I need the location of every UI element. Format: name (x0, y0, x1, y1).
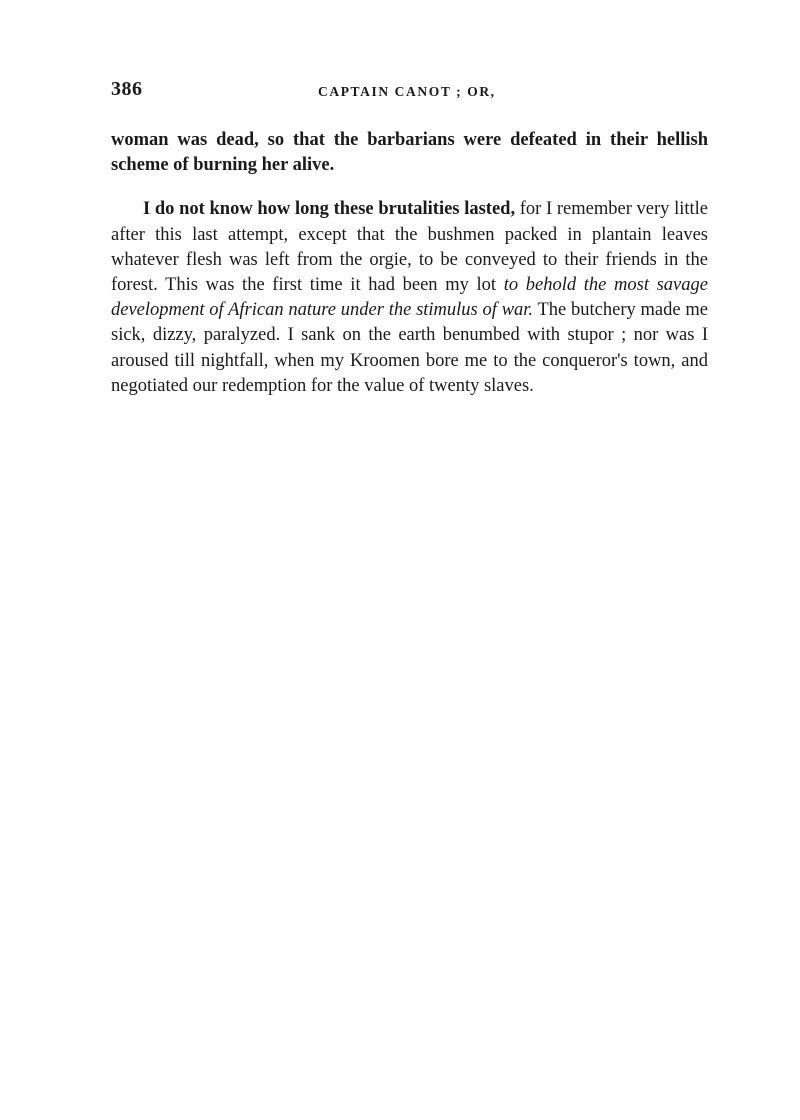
paragraph-text-part-2: The butchery made me sick, dizzy, paralyzed. I sank on the earth benumbed with stupor ; nor was I aroused till nightfall, when my Kroomen bore me to the conqueror's town, and negotiated our redemption for the value of twenty slaves. (111, 300, 708, 396)
body-text (111, 128, 708, 399)
page-number: 386 (111, 78, 143, 100)
paragraph-continuation: woman was dead, so that the barbarians were defeated in their hellish scheme of burning her alive. (111, 130, 708, 176)
book-page (111, 78, 708, 399)
running-head (111, 78, 708, 108)
paragraph-text-part-1: for I remember very little after this last attempt, except that the bushmen packed in plantain leaves whatever flesh was left from the orgie, to be conveyed to their friends in the forest. This was the first time it had been my lot (111, 199, 709, 296)
paragraph-main (111, 197, 708, 399)
paragraph-lead-bold: I do not know how long these brutalities lasted, (143, 199, 516, 220)
italic-phrase: to behold the most savage development of African nature under the stimulus of war. (111, 275, 708, 321)
running-title: CAPTAIN CANOT ; OR, (318, 84, 496, 99)
